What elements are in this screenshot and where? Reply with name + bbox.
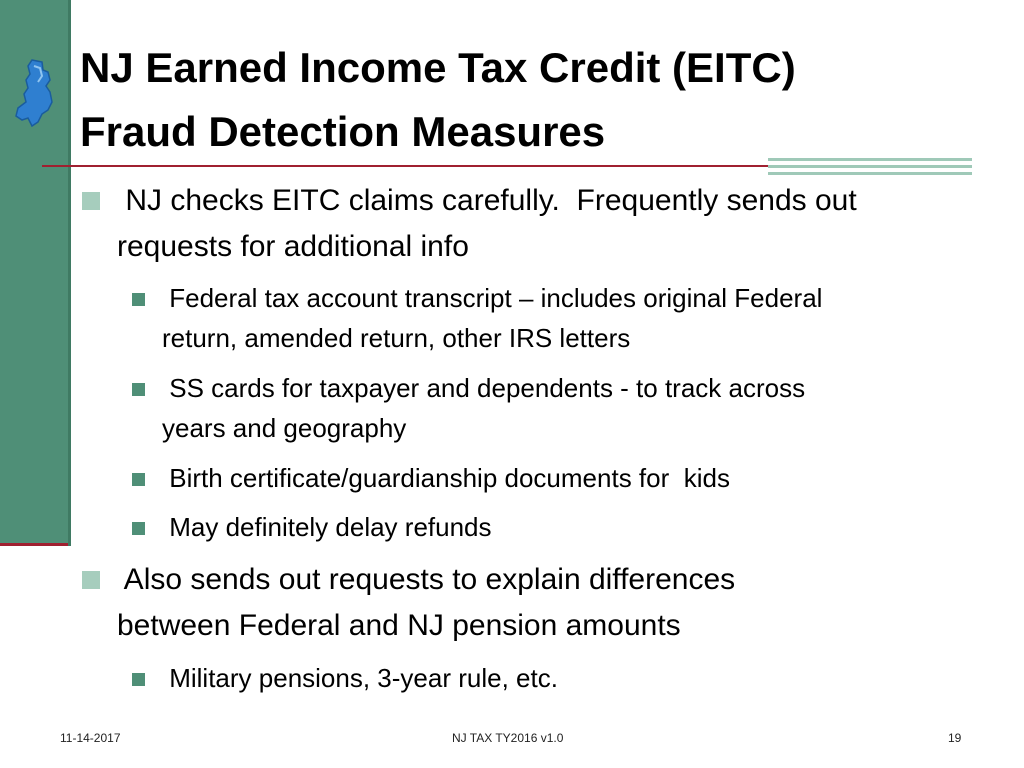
slide-title xyxy=(80,36,980,164)
footer-date: 11-14-2017 xyxy=(60,731,121,745)
slide-title-line-2: Fraud Detection Measures xyxy=(80,108,606,155)
square-bullet-icon xyxy=(132,473,145,486)
bullet-text-line: years and geography xyxy=(162,413,407,443)
square-bullet-icon xyxy=(132,383,145,396)
bullet-level2-item xyxy=(162,658,992,698)
square-bullet-icon xyxy=(82,571,100,589)
left-accent-bar-underline xyxy=(0,543,68,546)
bullet-text-line: May definitely delay refunds xyxy=(162,512,492,542)
bullet-level2-item xyxy=(162,507,992,547)
footer-center-label: NJ TAX TY2016 v1.0 xyxy=(452,731,564,745)
bullet-level2-item xyxy=(162,278,992,358)
footer-page-number: 19 xyxy=(948,731,962,745)
bullet-level1-item xyxy=(117,557,997,649)
bullet-text-line: Birth certificate/guardianship documents for kids xyxy=(162,463,730,493)
bullet-level1-item xyxy=(117,178,997,270)
bullet-text-line: Also sends out requests to explain differences xyxy=(117,563,736,596)
bullet-level2-item xyxy=(162,368,992,448)
bullet-text-line: Federal tax account transcript – includes original Federal xyxy=(162,283,823,313)
square-bullet-icon xyxy=(132,522,145,535)
slide-title-line-1: NJ Earned Income Tax Credit (EITC) xyxy=(80,44,796,91)
bullet-text-line: requests for additional info xyxy=(117,230,469,263)
bullet-text-line: NJ checks EITC claims carefully. Frequently sends out xyxy=(117,184,857,217)
bullet-text-line: SS cards for taxpayer and dependents - to track across xyxy=(162,373,806,403)
bullet-text-line: between Federal and NJ pension amounts xyxy=(117,609,681,642)
square-bullet-icon xyxy=(132,293,145,306)
square-bullet-icon xyxy=(132,673,145,686)
left-accent-bar-shadow xyxy=(68,0,71,546)
title-accent-stripes xyxy=(768,158,972,178)
square-bullet-icon xyxy=(82,192,100,210)
bullet-text-line: Military pensions, 3-year rule, etc. xyxy=(162,663,558,693)
bullet-text-line: return, amended return, other IRS letters xyxy=(162,323,631,353)
new-jersey-state-map-icon xyxy=(12,58,56,128)
bullet-level2-item xyxy=(162,458,992,498)
